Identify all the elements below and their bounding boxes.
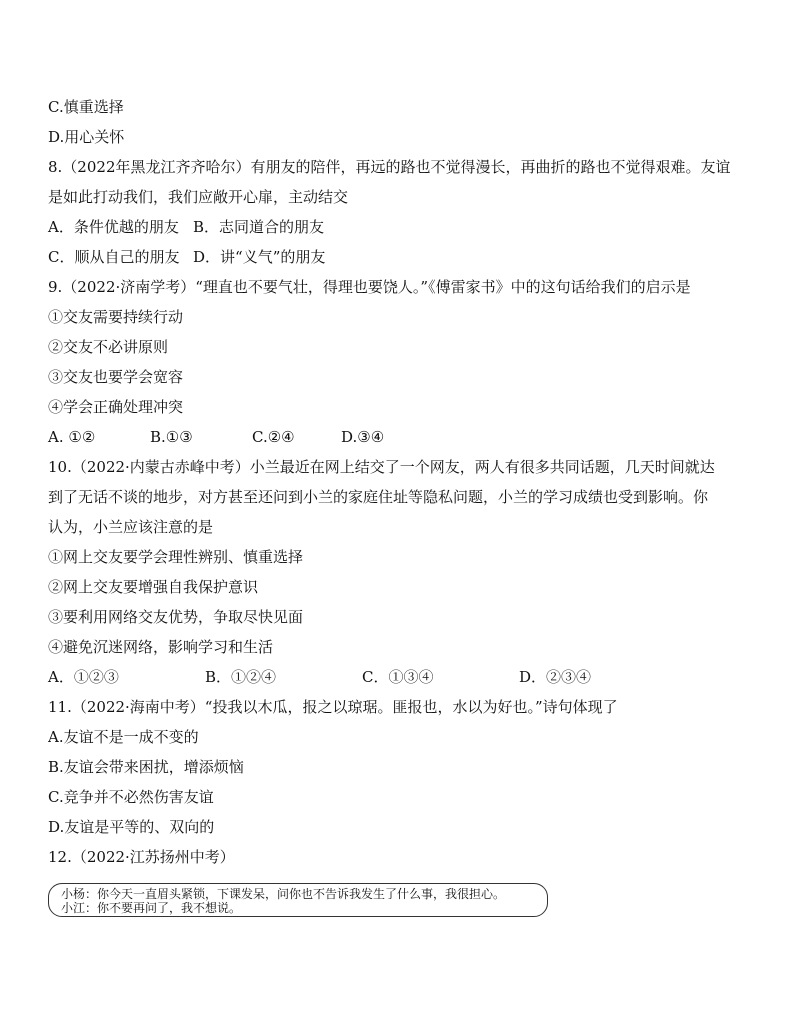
q8-options-row-2 xyxy=(48,242,748,272)
q9-option-a: A. ①② xyxy=(48,428,96,446)
q8-stem-line-2: 是如此打动我们，我们应敞开心扉，主动结交 xyxy=(48,188,349,206)
q8-option-c: C．顺从自己的朋友 xyxy=(48,248,180,266)
question-content xyxy=(48,92,748,872)
q10-option-c: C．①③④ xyxy=(362,668,434,686)
q9-item-3: ③交友也要学会宽容 xyxy=(48,368,184,386)
q9-item-1: ①交友需要持续行动 xyxy=(48,308,184,326)
q11-option-a: A.友谊不是一成不变的 xyxy=(48,728,199,746)
q8-options-row-1 xyxy=(48,212,748,242)
q9-option-d: D.③④ xyxy=(341,428,385,446)
q11-option-c: C.竞争并不必然伤害友谊 xyxy=(48,788,214,806)
q10-item-3: ③要利用网络交友优势，争取尽快见面 xyxy=(48,608,304,626)
q12-stem: 12.（2022·江苏扬州中考） xyxy=(48,848,235,866)
q10-stem-line-1: 10.（2022·内蒙古赤峰中考）小兰最近在网上结交了一个网友，两人有很多共同话题，几天时间就达 xyxy=(48,458,715,476)
q10-options xyxy=(48,662,748,692)
q9-options xyxy=(48,422,748,452)
q9-option-b: B.①③ xyxy=(150,428,193,446)
q8-option-d: D．讲“义气”的朋友 xyxy=(193,248,326,266)
q10-option-d: D．②③④ xyxy=(519,668,592,686)
q10-stem-line-2: 到了无话不谈的地步，对方甚至还问到小兰的家庭住址等隐私问题，小兰的学习成绩也受到影响。你 xyxy=(48,488,709,506)
q8-option-b: B．志同道合的朋友 xyxy=(193,218,325,236)
q10-option-b: B．①②④ xyxy=(205,668,277,686)
q10-option-a: A．①②③ xyxy=(48,668,119,686)
q9-option-c: C.②④ xyxy=(252,428,295,446)
q7-option-c: C.慎重选择 xyxy=(48,98,124,116)
q10-item-2: ②网上交友要增强自我保护意识 xyxy=(48,578,259,596)
q9-item-2: ②交友不必讲原则 xyxy=(48,338,169,356)
q9-stem: 9.（2022·济南学考）“理直也不要气壮，得理也要饶人。”《傅雷家书》中的这句话给我们的启示是 xyxy=(48,278,691,296)
q12-dialog-line-2: 小江：你不要再问了，我不想说。 xyxy=(61,901,242,915)
q7-option-d: D.用心关怀 xyxy=(48,128,125,146)
q11-stem: 11.（2022·海南中考）“投我以木瓜，报之以琼琚。匪报也，水以为好也。”诗句体现了 xyxy=(48,698,618,716)
q9-item-4: ④学会正确处理冲突 xyxy=(48,398,184,416)
q10-item-4: ④避免沉迷网络，影响学习和生活 xyxy=(48,638,274,656)
q11-option-b: B.友谊会带来困扰，增添烦恼 xyxy=(48,758,244,776)
q12-dialog-line-1: 小杨：你今天一直眉头紧锁，下课发呆，问你也不告诉我发生了什么事，我很担心。 xyxy=(61,887,506,901)
q11-option-d: D.友谊是平等的、双向的 xyxy=(48,818,215,836)
q12-dialog-box xyxy=(48,883,548,917)
q8-option-a: A．条件优越的朋友 xyxy=(48,218,179,236)
q10-item-1: ①网上交友要学会理性辨别、慎重选择 xyxy=(48,548,304,566)
q8-stem-line-1: 8.（2022年黑龙江齐齐哈尔）有朋友的陪伴，再远的路也不觉得漫长，再曲折的路也不觉得艰难。友谊 xyxy=(48,158,731,176)
q10-stem-line-3: 认为，小兰应该注意的是 xyxy=(48,518,214,536)
